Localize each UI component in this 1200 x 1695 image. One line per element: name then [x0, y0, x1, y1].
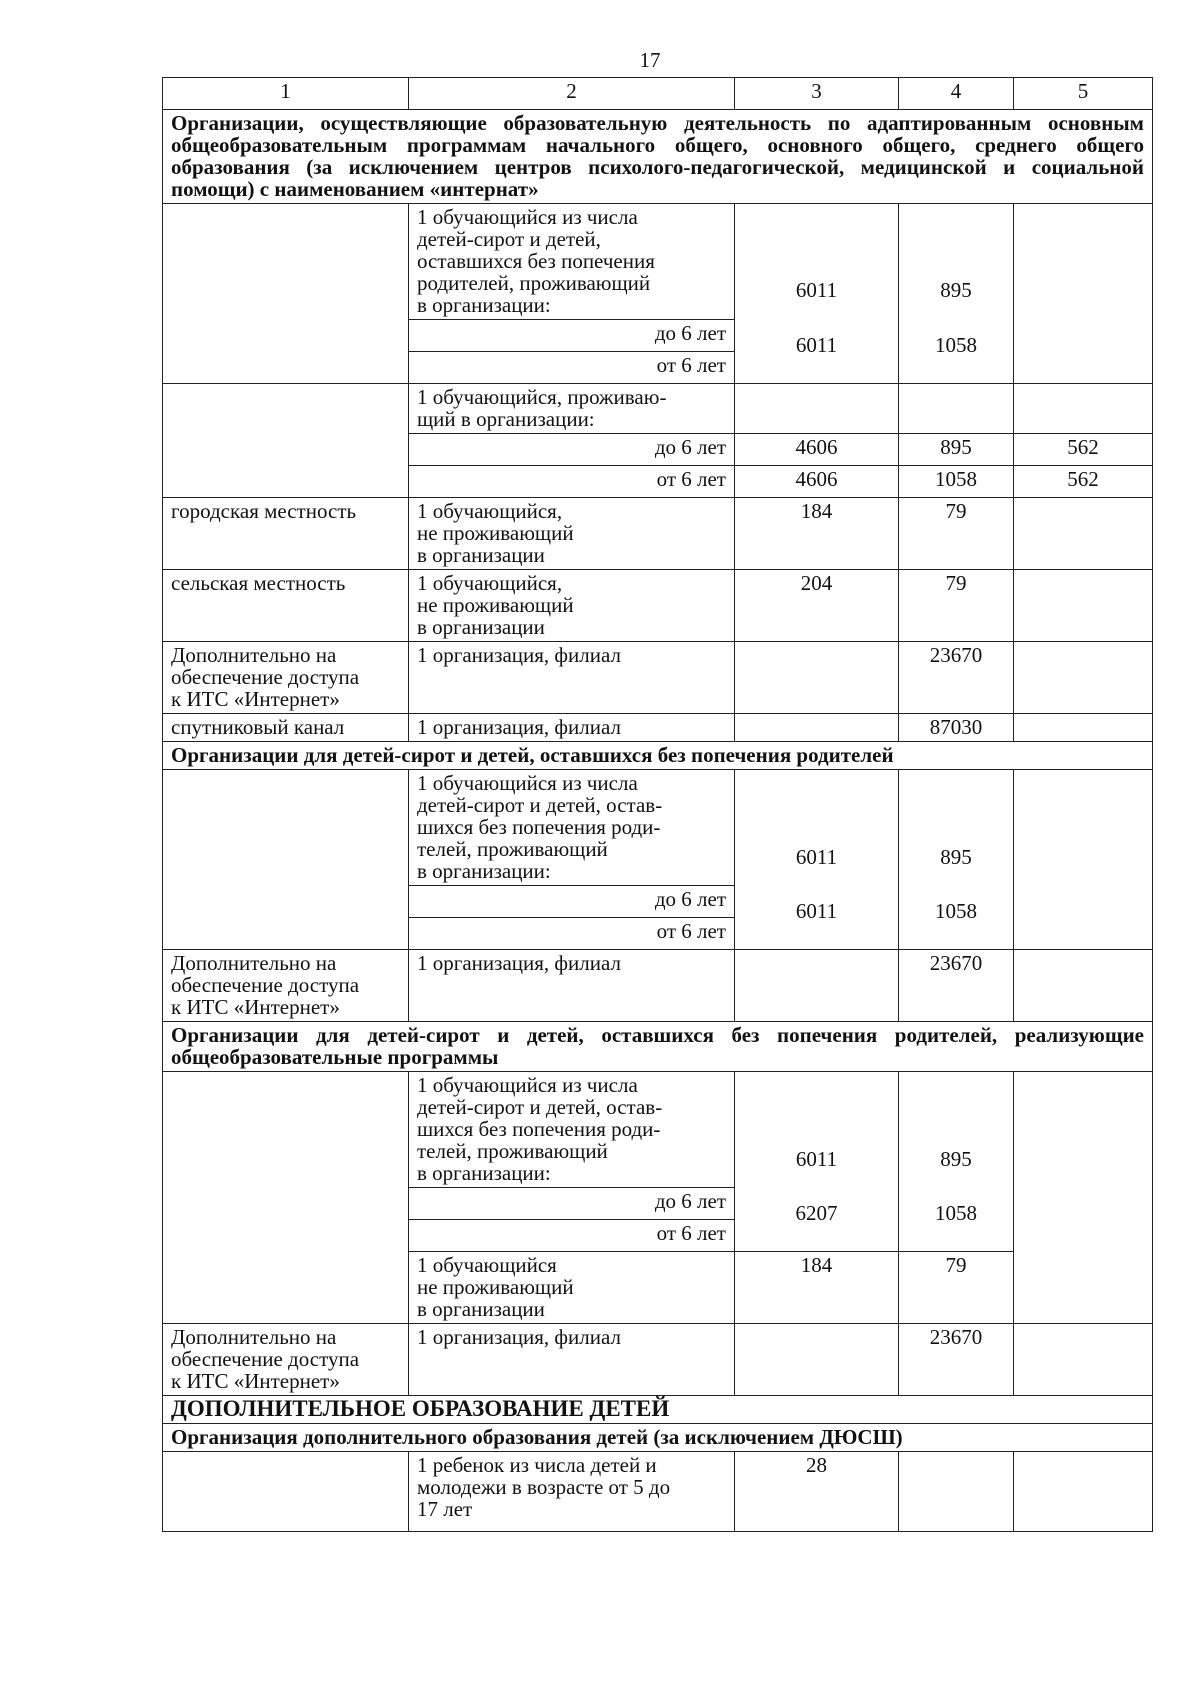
value: 23670 [899, 642, 1014, 714]
cell-empty [163, 1072, 409, 1324]
section-title-internat: Организации, осуществляющие образовательную деятельность по адаптированным основным общеобразовательным программам начального общего, основного общего, среднего общего образования (за исключением центров психолого-педагогической, медицинской и социальной помощи) с наименованием «интернат» [163, 110, 1153, 204]
row-description: 1 ребенок из числа детей и молодежи в возрасте от 5 до 17 лет [409, 1452, 735, 1532]
value: 6011 [795, 333, 838, 357]
value: 79 [899, 570, 1014, 642]
cell-empty [735, 642, 899, 714]
value: 562 [1014, 466, 1153, 498]
cell-empty [163, 384, 409, 498]
section-header-row [163, 1022, 1153, 1072]
row-description: 1 обучающийся, проживаю- щий в организации: [409, 384, 735, 434]
table-row [163, 498, 1153, 570]
value: 28 [735, 1452, 899, 1532]
value: 23670 [899, 1324, 1014, 1396]
table-row [163, 1324, 1153, 1396]
section-header-row [163, 110, 1153, 204]
value: 6207 [795, 1201, 838, 1225]
value: 79 [899, 1252, 1014, 1324]
row-description: 1 организация, филиал [409, 714, 735, 742]
col-header-3: 3 [735, 78, 899, 110]
cell-empty [1014, 498, 1153, 570]
table-row [163, 714, 1153, 742]
normatives-table [162, 77, 1153, 1532]
header-row [163, 78, 1153, 110]
cell-empty [1014, 1452, 1153, 1532]
value: 1058 [899, 466, 1014, 498]
age-label: от 6 лет [409, 918, 735, 950]
col-header-5: 5 [1014, 78, 1153, 110]
section-header-row [163, 1396, 1153, 1424]
section-title-additional-education-org: Организация дополнительного образования детей (за исключением ДЮСШ) [163, 1424, 1153, 1452]
value: 23670 [899, 950, 1014, 1022]
cell-empty [1014, 204, 1153, 384]
cell-empty [163, 770, 409, 950]
cell-values-col4 [899, 1072, 1014, 1252]
row-description: 1 организация, филиал [409, 642, 735, 714]
value: 4606 [735, 466, 899, 498]
section-title-orphans: Организации для детей-сирот и детей, оставшихся без попечения родителей [163, 742, 1153, 770]
cell-empty [1014, 570, 1153, 642]
value: 6011 [795, 278, 838, 302]
row-label: спутниковый канал [163, 714, 409, 742]
value: 204 [735, 570, 899, 642]
cell-empty [899, 384, 1014, 434]
age-label: от 6 лет [409, 466, 735, 498]
cell-values-col3 [735, 1072, 899, 1252]
value: 895 [940, 845, 972, 869]
row-label: Дополнительно на обеспечение доступа к ИТС «Интернет» [163, 1324, 409, 1396]
cell-values-col4 [899, 204, 1014, 384]
table-row [163, 384, 1153, 434]
cell-empty [1014, 642, 1153, 714]
value: 895 [899, 434, 1014, 466]
value: 184 [735, 498, 899, 570]
cell-empty [1014, 1072, 1153, 1324]
value: 1058 [935, 1201, 977, 1225]
age-label: от 6 лет [409, 352, 735, 384]
table-row [163, 570, 1153, 642]
section-header-row [163, 1424, 1153, 1452]
age-label: от 6 лет [409, 1220, 735, 1252]
col-header-1: 1 [163, 78, 409, 110]
row-description: 1 организация, филиал [409, 1324, 735, 1396]
cell-empty [1014, 384, 1153, 434]
row-label: городская местность [163, 498, 409, 570]
age-label: до 6 лет [409, 320, 735, 352]
cell-empty [1014, 950, 1153, 1022]
cell-empty [899, 1452, 1014, 1532]
age-label: до 6 лет [409, 886, 735, 918]
value: 895 [940, 278, 972, 302]
value: 79 [899, 498, 1014, 570]
cell-empty [735, 384, 899, 434]
cell-values-col4 [899, 770, 1014, 950]
section-header-row [163, 742, 1153, 770]
row-description: 1 обучающийся из числа детей-сирот и детей, остав- шихся без попечения роди- телей, проживающий в организации: [409, 770, 735, 886]
table-row [163, 950, 1153, 1022]
value: 87030 [899, 714, 1014, 742]
table-row [163, 642, 1153, 714]
value: 4606 [735, 434, 899, 466]
value: 6011 [795, 1147, 838, 1171]
table-row [163, 204, 1153, 320]
cell-empty [163, 204, 409, 384]
col-header-2: 2 [409, 78, 735, 110]
cell-empty [1014, 714, 1153, 742]
cell-empty [163, 1452, 409, 1532]
value: 562 [1014, 434, 1153, 466]
cell-values-col3 [735, 204, 899, 384]
value: 1058 [935, 899, 977, 923]
value: 6011 [795, 845, 838, 869]
section-title-additional-education: ДОПОЛНИТЕЛЬНОЕ ОБРАЗОВАНИЕ ДЕТЕЙ [163, 1396, 1153, 1424]
row-description: 1 обучающийся, не проживающий в организации [409, 570, 735, 642]
cell-empty [1014, 770, 1153, 950]
cell-empty [735, 950, 899, 1022]
value: 895 [940, 1147, 972, 1171]
row-description: 1 обучающийся из числа детей-сирот и детей, оставшихся без попечения родителей, проживающий в организации: [409, 204, 735, 320]
row-label: сельская местность [163, 570, 409, 642]
row-description: 1 обучающийся, не проживающий в организации [409, 498, 735, 570]
age-label: до 6 лет [409, 1188, 735, 1220]
row-description: 1 обучающийся из числа детей-сирот и детей, остав- шихся без попечения роди- телей, проживающий в организации: [409, 1072, 735, 1188]
row-label: Дополнительно на обеспечение доступа к ИТС «Интернет» [163, 642, 409, 714]
value: 6011 [795, 899, 838, 923]
section-title-orphans-programs: Организации для детей-сирот и детей, оставшихся без попечения родителей, реализующие общеобразовательные программы [163, 1022, 1153, 1072]
row-label: Дополнительно на обеспечение доступа к ИТС «Интернет» [163, 950, 409, 1022]
cell-values-col3 [735, 770, 899, 950]
age-label: до 6 лет [409, 434, 735, 466]
col-header-4: 4 [899, 78, 1014, 110]
table-row [163, 1452, 1153, 1532]
row-description: 1 обучающийся не проживающий в организации [409, 1252, 735, 1324]
value: 1058 [935, 333, 977, 357]
cell-empty [735, 714, 899, 742]
row-description: 1 организация, филиал [409, 950, 735, 1022]
table-row [163, 1072, 1153, 1188]
cell-empty [735, 1324, 899, 1396]
value: 184 [735, 1252, 899, 1324]
page-number: 17 [639, 48, 661, 72]
cell-empty [1014, 1324, 1153, 1396]
table-row [163, 770, 1153, 886]
